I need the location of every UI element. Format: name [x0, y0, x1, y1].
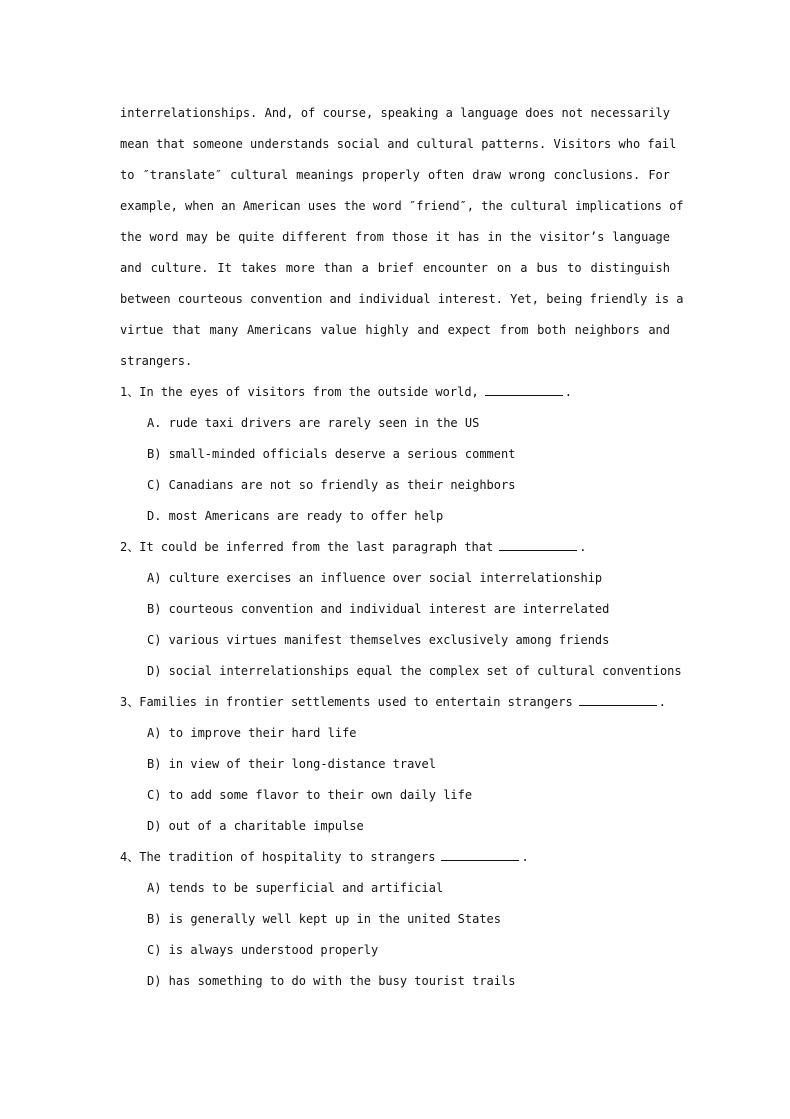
passage-line: virtue that many Americans value highly and expect from both neighbors and [120, 323, 670, 337]
answer-blank [499, 538, 577, 551]
option-d: D) social interrelationships equal the complex set of cultural conventions [147, 664, 682, 678]
question-stem [120, 842, 670, 873]
passage-line: interrelationships. And, of course, speaking a language does not necessarily [120, 106, 670, 120]
passage-line: the word may be quite different from those it has in the visitor’s language [120, 230, 670, 244]
question-1 [120, 377, 670, 532]
passage-line: and culture. It takes more than a brief encounter on a bus to distinguish [120, 261, 670, 275]
option-b: B) small-minded officials deserve a serious comment [147, 447, 516, 461]
question-stem [120, 687, 670, 718]
option-a: A) culture exercises an influence over social interrelationship [147, 571, 603, 585]
answer-blank [579, 693, 657, 706]
option-a: A) tends to be superficial and artificial [147, 881, 444, 895]
question-4 [120, 842, 670, 997]
passage-line: example, when an American uses the word ″friend″, the cultural implications of [120, 199, 684, 213]
option-b: B) courteous convention and individual interest are interrelated [147, 602, 610, 616]
question-stem [120, 532, 670, 563]
question-stem-text: 2、It could be inferred from the last paragraph that [120, 540, 494, 554]
option-c: C) Canadians are not so friendly as their neighbors [147, 478, 516, 492]
option-d: D) has something to do with the busy tourist trails [147, 974, 516, 988]
option-a: A. rude taxi drivers are rarely seen in the US [147, 416, 480, 430]
option-d: D. most Americans are ready to offer help [147, 509, 444, 523]
question-stem-text: 4、The tradition of hospitality to strangers [120, 850, 436, 864]
document-page [120, 98, 684, 997]
passage-line: mean that someone understands social and cultural patterns. Visitors who fail [120, 137, 677, 151]
question-2 [120, 532, 682, 687]
option-c: C) is always understood properly [147, 943, 379, 957]
question-stem-text: 1、In the eyes of visitors from the outside world, [120, 385, 479, 399]
option-b: B) in view of their long-distance travel [147, 757, 436, 771]
option-c: C) to add some flavor to their own daily life [147, 788, 473, 802]
passage-line: between courteous convention and individual interest. Yet, being friendly is a [120, 292, 684, 306]
question-stem-end: . [564, 385, 573, 399]
passage-line: strangers. [120, 354, 193, 368]
question-stem-end: . [579, 540, 587, 554]
answer-blank [485, 383, 563, 396]
option-c: C) various virtues manifest themselves exclusively among friends [147, 633, 610, 647]
question-stem-text: 3、Families in frontier settlements used to entertain strangers [120, 695, 573, 709]
answer-blank [441, 848, 519, 861]
option-a: A) to improve their hard life [147, 726, 357, 740]
question-3 [120, 687, 670, 842]
question-stem [120, 377, 670, 408]
question-stem-end: . [658, 695, 666, 709]
question-stem-end: . [521, 850, 529, 864]
passage-line: to ″translate″ cultural meanings properly often draw wrong conclusions. For [120, 168, 670, 182]
option-b: B) is generally well kept up in the united States [147, 912, 502, 926]
passage [120, 98, 684, 377]
option-d: D) out of a charitable impulse [147, 819, 364, 833]
